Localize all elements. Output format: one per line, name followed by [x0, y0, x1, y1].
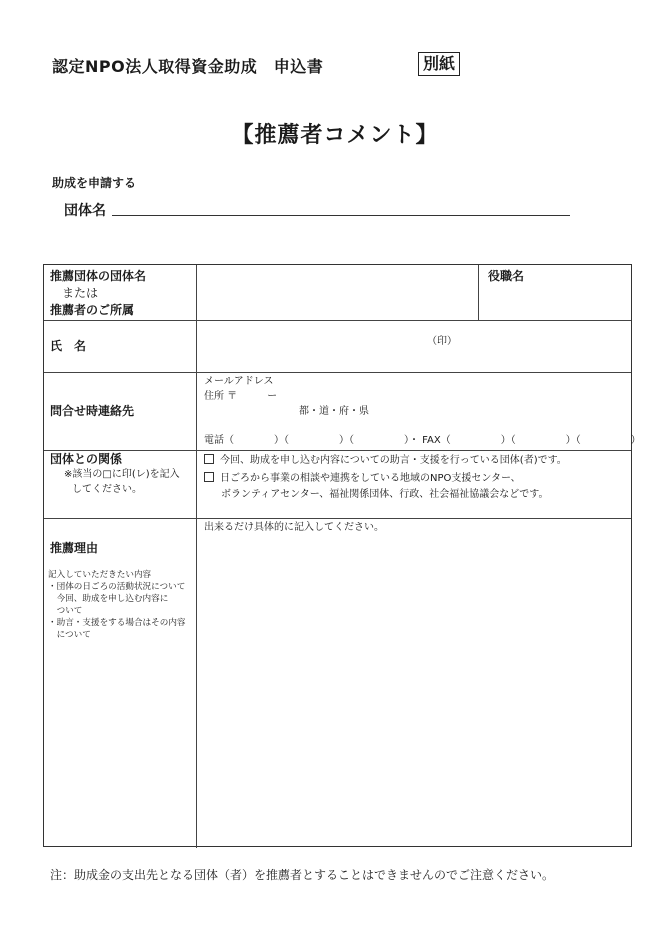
email-label: メールアドレス	[204, 376, 274, 387]
contact-label: 問合せ時連絡先	[50, 404, 135, 418]
seal-mark: （印）	[427, 336, 457, 347]
option-2-text-1: 日ごろから事業の相談や連携をしている地域のNPO支援センター、	[220, 473, 521, 484]
org-row-label-2: または	[62, 286, 99, 300]
address-label: 住所 〒 ー	[204, 391, 278, 402]
recommendation-form	[43, 264, 641, 847]
option-2-text-2: ボランティアセンター、福祉関係団体、行政、社会福祉協議会などです。	[221, 489, 549, 500]
reason-instruction: 出来るだけ具体的に記入してください。	[204, 522, 384, 533]
org-name-label: 団体名	[64, 203, 106, 219]
prefecture-label: 都・道・府・県	[299, 406, 369, 417]
name-input-area[interactable]	[197, 321, 630, 371]
org-row-label-1: 推薦団体の団体名	[50, 269, 147, 283]
relation-note-1: ※該当の□に印(レ)を記入	[64, 469, 180, 480]
position-input-area[interactable]	[480, 285, 630, 319]
row-divider	[44, 518, 631, 519]
reason-note-line: 今回、助成を申し込む内容に	[48, 594, 169, 604]
reason-note-line: ・助言・支援をする場合はその内容	[48, 618, 186, 628]
footer-note: 注：助成金の支出先となる団体（者）を推薦者とすることはできませんのでご注意ください。	[50, 868, 555, 882]
reason-note-line: 記入していただきたい内容	[48, 570, 152, 580]
position-label: 役職名	[488, 269, 525, 283]
reason-note-line: ついて	[48, 606, 83, 616]
org-row-label-3: 推薦者のご所属	[50, 303, 135, 317]
relation-note-2: してください。	[72, 484, 142, 495]
reason-label: 推薦理由	[50, 541, 99, 555]
option-1-text: 今回、助成を申し込む内容についての助言・支援を行っている団体(者)です。	[220, 455, 567, 466]
org-name-field[interactable]	[112, 215, 570, 216]
phone-fax-line: 電話（ ）（ ）（ ）・ FAX（ ）（ ）（ ）	[204, 435, 641, 446]
reason-note-line: について	[48, 630, 91, 640]
column-divider	[478, 265, 479, 320]
relation-option-1[interactable]	[204, 453, 567, 468]
page-heading: 【推薦者コメント】	[231, 123, 439, 148]
name-label: 氏 名	[50, 339, 87, 353]
checkbox-icon[interactable]	[204, 454, 214, 464]
form-title: 認定NPO法人取得資金助成 申込書	[52, 57, 324, 76]
apply-label: 助成を申請する	[52, 176, 137, 190]
relation-option-2[interactable]	[204, 471, 521, 486]
relation-label: 団体との関係	[50, 452, 123, 466]
org-name-input-area[interactable]	[197, 266, 477, 319]
row-divider	[44, 372, 631, 373]
attachment-badge: 別紙	[418, 52, 460, 76]
checkbox-icon[interactable]	[204, 472, 214, 482]
row-divider	[44, 450, 631, 451]
reason-note-line: ・団体の日ごろの活動状況について	[48, 582, 186, 592]
reason-input-area[interactable]	[197, 537, 630, 845]
reason-notes	[48, 569, 186, 641]
